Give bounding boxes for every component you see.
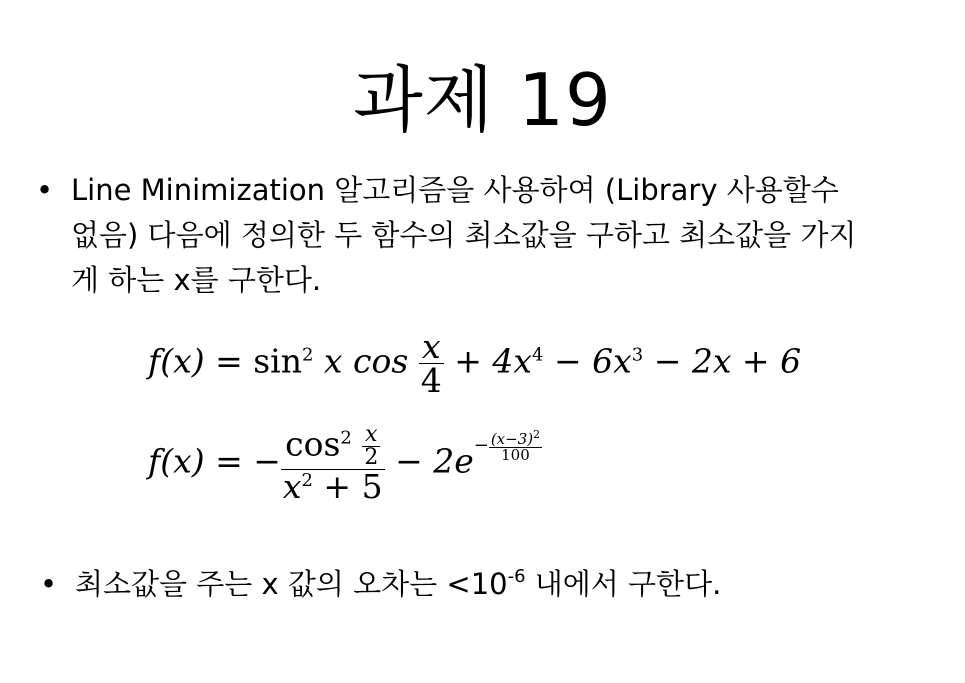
eq2-den-rest: + 5 [312,467,383,506]
eq2-denominator [281,467,385,506]
eq2-num-cos-exp: 2 [340,427,352,449]
eq1-lhs: f(x) = [148,341,254,381]
bullet2-suffix: 내에서 구한다. [525,567,722,601]
slide-title: 과제 19 [353,58,612,142]
equation-2 [148,422,542,506]
eq2-num-inner-fraction [362,424,380,469]
eq2-main-fraction [281,422,385,506]
bullet-line-1: Line Minimization 알고리즘을 사용하여 (Library 사용할수 [71,173,839,207]
bullet-dot: • [40,567,58,601]
bullet-text [71,168,931,303]
eq2-inner-den: 2 [364,445,379,470]
eq1-exp-3: 3 [631,344,644,366]
eq2-lhs: f(x) = − [148,441,281,481]
eq2-den-exp: 2 [301,470,313,491]
eq1-fraction [419,327,444,400]
eq2-inner-num: x [365,422,378,447]
eq1-frac-denominator: 4 [420,361,442,400]
eq2-exp-den: 100 [489,447,542,463]
bullet-dot: • [36,173,54,207]
bullet2-prefix: 최소값을 주는 x 값의 오차는 <10 [75,567,508,601]
bullet-line-3: 게 하는 x를 구한다. [71,263,322,297]
eq2-exp-num [489,429,542,447]
eq2-numerator [281,424,385,469]
eq1-exp-4: 4 [532,344,544,366]
equation-1 [148,327,802,400]
eq2-exp-num-sq: 2 [533,427,541,441]
eq2-exp-minus: − [473,434,489,456]
eq1-term-rest: − 2x + 6 [643,341,802,381]
eq1-sin: sin [253,341,302,381]
eq1-frac-numerator: x [421,327,441,366]
eq2-exp-fraction [489,429,542,463]
eq2-num-cos: cos [285,424,341,464]
eq1-sin-exponent: 2 [301,344,314,366]
bullet-text [75,562,935,607]
eq1-term-6x: − 6x [543,341,632,381]
eq2-mid: − 2e [384,441,474,481]
bullet2-exponent: -6 [507,566,526,587]
bullet-line-2: 없음) 다음에 정의한 두 함수의 최소값을 구하고 최소값을 가지 [71,218,857,252]
eq1-term-4x: + 4x [443,341,533,381]
eq2-exp-num-text: (x−3) [490,429,534,448]
eq2-exponent [474,429,542,463]
eq2-den-x: x [282,467,302,506]
eq1-xcos: x cos [313,341,419,381]
